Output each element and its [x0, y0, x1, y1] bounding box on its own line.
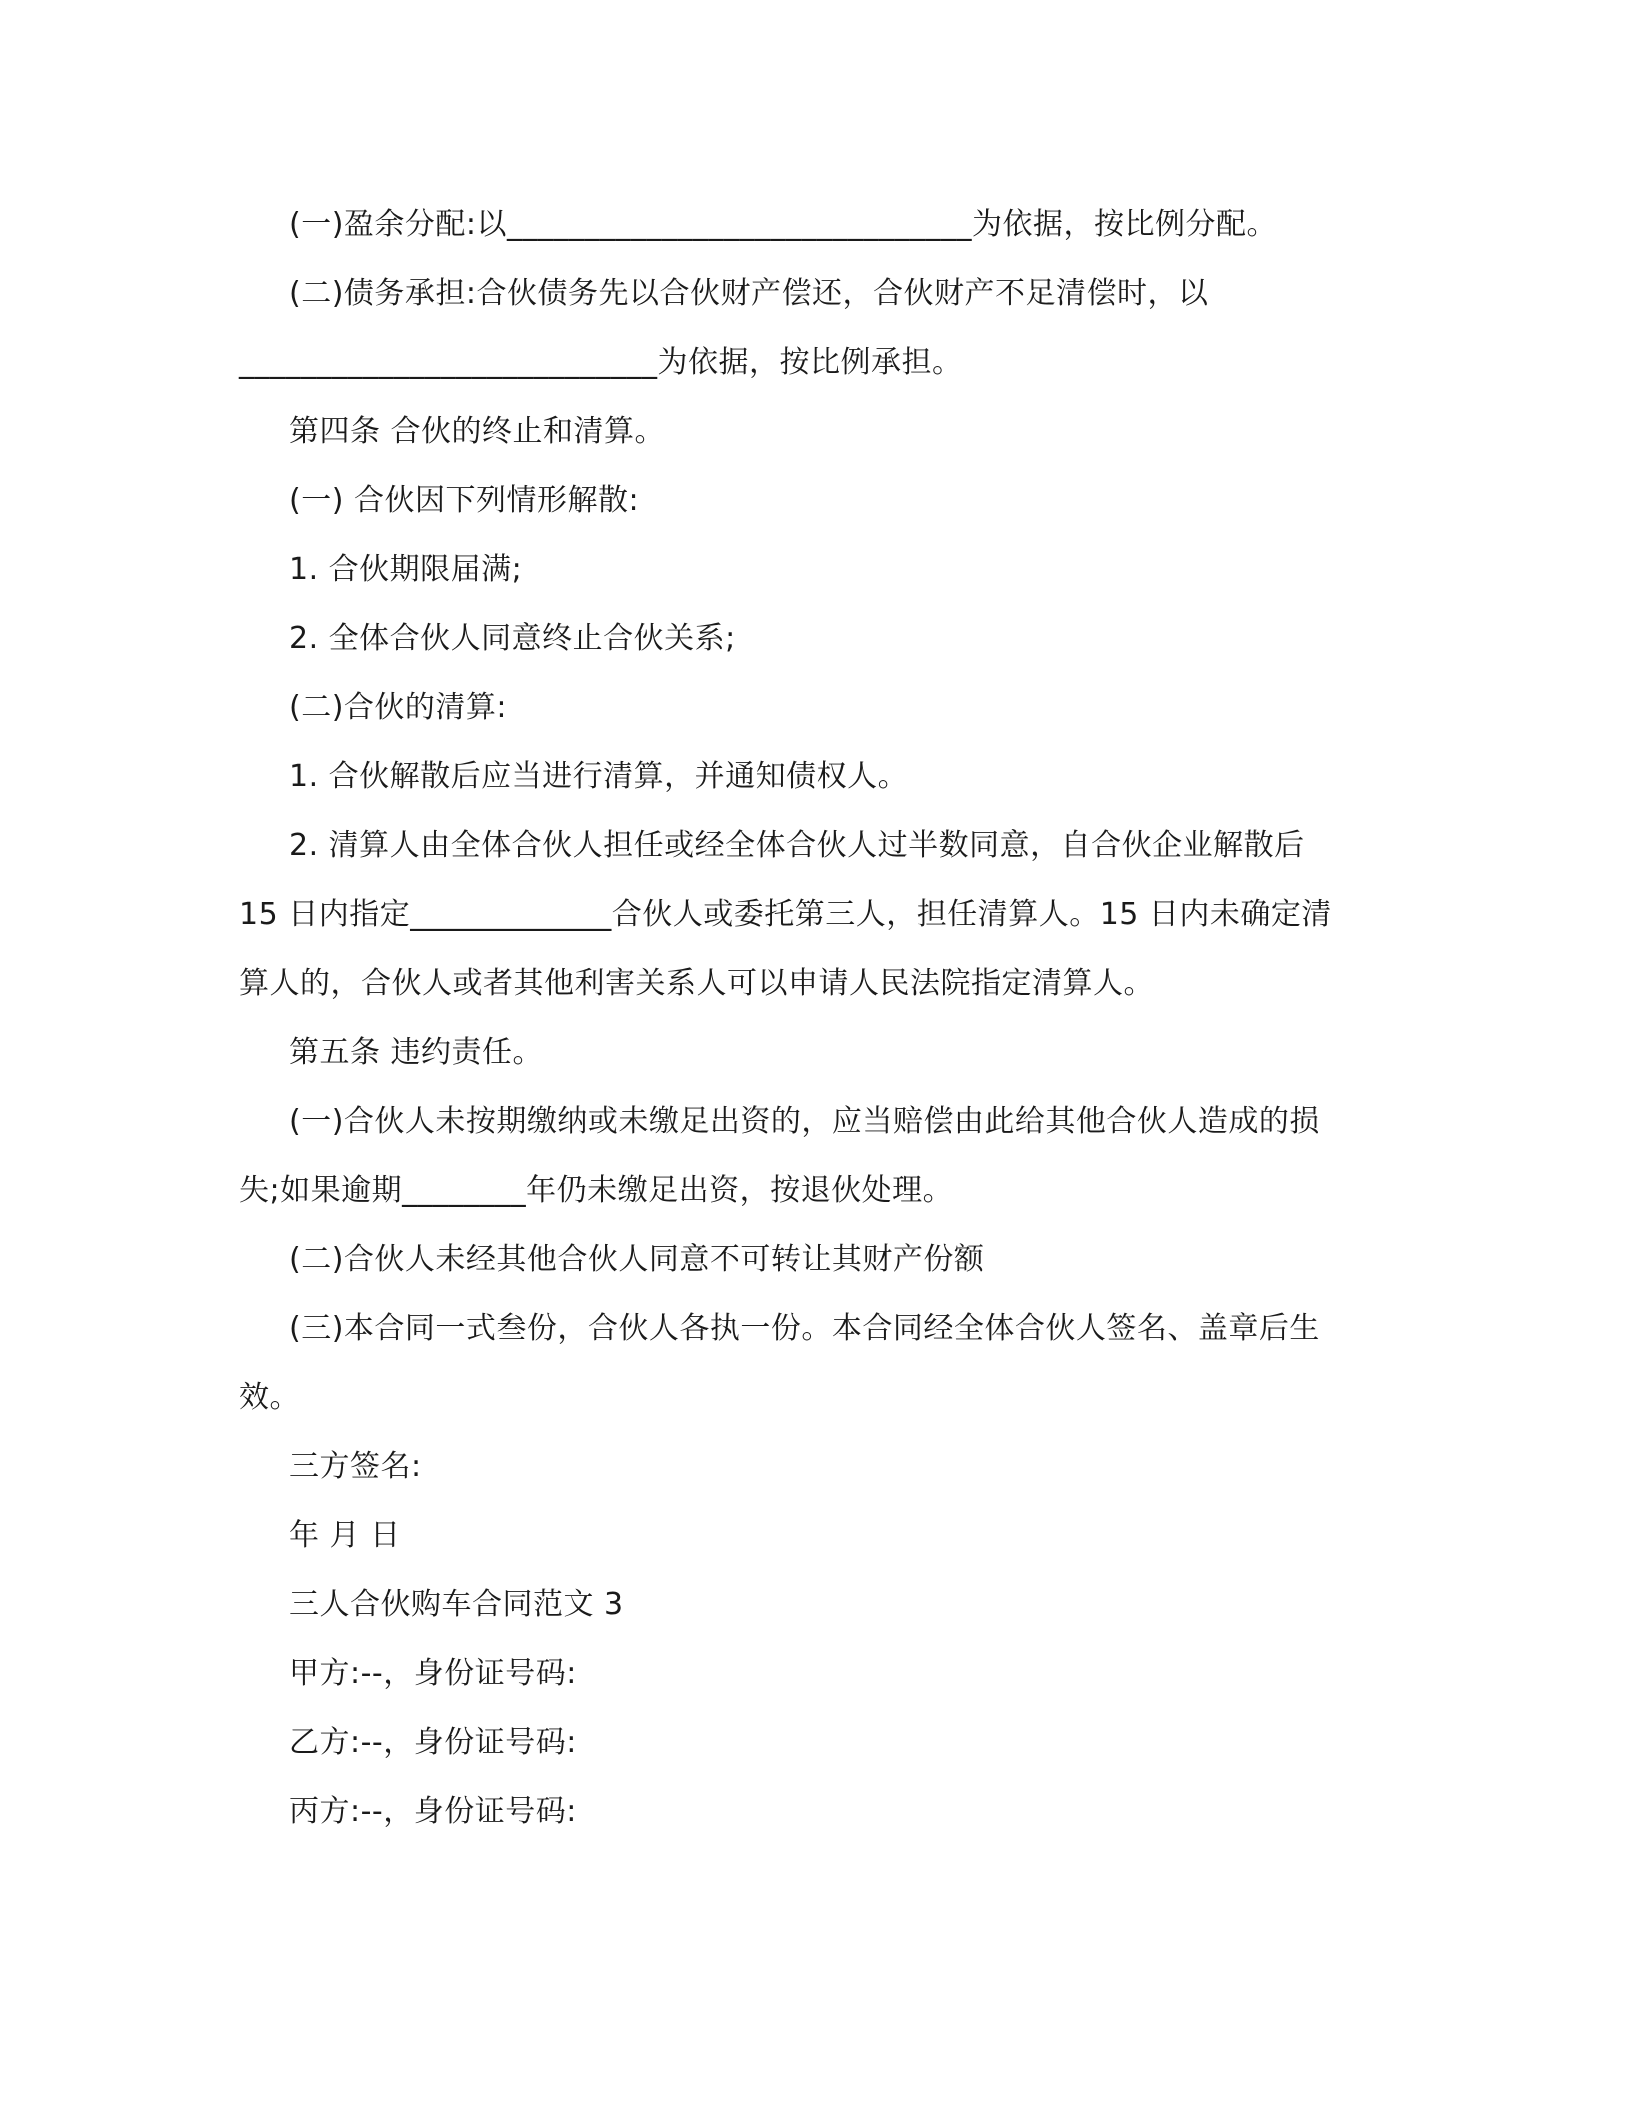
- dissolution-clause: (一) 合伙因下列情形解散:: [289, 483, 640, 518]
- liquidation-item-2: 2. 清算人由全体合伙人担任或经全体合伙人过半数同意，自合伙企业解散后: [289, 828, 1305, 863]
- signature-label: 三方签名:: [289, 1449, 422, 1484]
- party-a-line: 甲方:--，身份证号码:: [289, 1656, 577, 1691]
- breach-clause-3: (三)本合同一式叁份，合伙人各执一份。本合同经全体合伙人签名、盖章后生: [289, 1311, 1320, 1346]
- article-five-heading: 第五条 违约责任。: [289, 1035, 544, 1070]
- profit-distribution-clause: (一)盈余分配:以______________________________为依据，按比例分配。: [289, 207, 1278, 242]
- date-line: 年 月 日: [289, 1518, 401, 1553]
- liquidation-item-1: 1. 合伙解散后应当进行清算，并通知债权人。: [289, 759, 909, 794]
- dissolution-item-1: 1. 合伙期限届满;: [289, 552, 523, 587]
- party-b-line: 乙方:--，身份证号码:: [289, 1725, 577, 1760]
- liquidation-item-2-cont: 15 日内指定_____________合伙人或委托第三人，担任清算人。15 日内未确定清: [239, 897, 1332, 932]
- breach-clause-1: (一)合伙人未按期缴纳或未缴足出资的，应当赔偿由此给其他合伙人造成的损: [289, 1104, 1320, 1139]
- dissolution-item-2: 2. 全体合伙人同意终止合伙关系;: [289, 621, 736, 656]
- breach-clause-3-cont: 效。: [239, 1380, 300, 1415]
- debt-bearing-clause-cont: ___________________________为依据，按比例承担。: [239, 345, 963, 380]
- breach-clause-1-cont: 失;如果逾期________年仍未缴足出资，按退伙处理。: [239, 1173, 954, 1208]
- party-c-line: 丙方:--，身份证号码:: [289, 1794, 577, 1829]
- debt-bearing-clause: (二)债务承担:合伙债务先以合伙财产偿还，合伙财产不足清偿时，以: [289, 276, 1209, 311]
- breach-clause-2: (二)合伙人未经其他合伙人同意不可转让其财产份额: [289, 1242, 985, 1277]
- article-four-heading: 第四条 合伙的终止和清算。: [289, 414, 666, 449]
- liquidation-item-2-cont-2: 算人的，合伙人或者其他利害关系人可以申请人民法院指定清算人。: [239, 966, 1154, 1001]
- contract-title: 三人合伙购车合同范文 3: [289, 1587, 624, 1622]
- liquidation-clause: (二)合伙的清算:: [289, 690, 508, 725]
